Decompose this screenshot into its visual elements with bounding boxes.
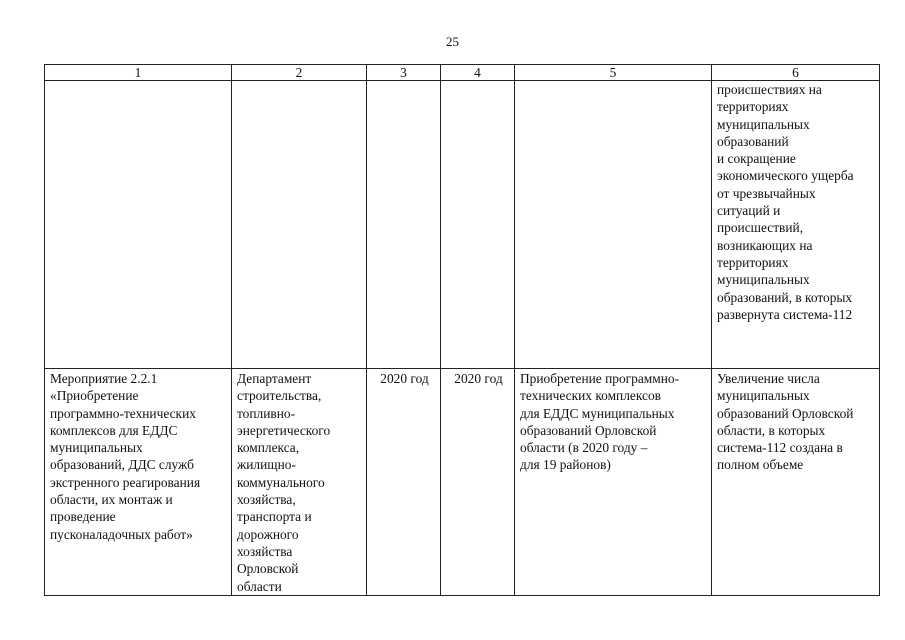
column-header-1: 1 <box>45 65 232 81</box>
cell-description <box>515 369 712 596</box>
cell-end-year <box>441 369 515 596</box>
cell-executor <box>232 369 367 596</box>
table-row-measure-2-2-1 <box>45 369 880 596</box>
measure-name: Мероприятие 2.2.1 «Приобретение программно-технических комплексов для ЕДДС муниципальных образований, ДДС служб экстренного реагирования области, их монтаж и проведение пусконаладочных работ» <box>50 371 201 542</box>
page-number: 25 <box>446 34 459 49</box>
executor: Департамент строительства, топливно- энергетического комплекса, жилищно- коммунального хозяйства, транспорта и дорожного хозяйства Орловской области <box>237 371 331 594</box>
cell-start-year <box>367 369 441 596</box>
column-header-4: 4 <box>441 65 515 81</box>
cell-expected-result <box>712 369 880 596</box>
program-table <box>44 64 880 596</box>
column-header-6: 6 <box>712 65 880 81</box>
end-year: 2020 год <box>454 371 503 386</box>
cell-continuation-col5 <box>515 81 712 369</box>
expected-result-continued: происшествиях на территориях муниципальных образований и сокращение экономического ущерба от чрезвычайных ситуаций и происшествий, возникающих на территориях муниципальных образований, в которых развернута система-112 <box>717 82 854 322</box>
cell-continuation-col6 <box>712 81 880 369</box>
cell-continuation-col2 <box>232 81 367 369</box>
cell-continuation-col1 <box>45 81 232 369</box>
measure-description: Приобретение программно- технических комплексов для ЕДДС муниципальных образований Орловской области (в 2020 году – для 19 районов) <box>520 371 680 473</box>
start-year: 2020 год <box>380 371 429 386</box>
column-header-3: 3 <box>367 65 441 81</box>
cell-continuation-col4 <box>441 81 515 369</box>
cell-measure-name <box>45 369 232 596</box>
column-header-2: 2 <box>232 65 367 81</box>
table-row-continuation <box>45 81 880 369</box>
column-header-5: 5 <box>515 65 712 81</box>
expected-result: Увеличение числа муниципальных образований Орловской области, в которых система-112 создана в полном объеме <box>717 371 854 473</box>
cell-continuation-col3 <box>367 81 441 369</box>
table-header-row <box>45 65 880 81</box>
